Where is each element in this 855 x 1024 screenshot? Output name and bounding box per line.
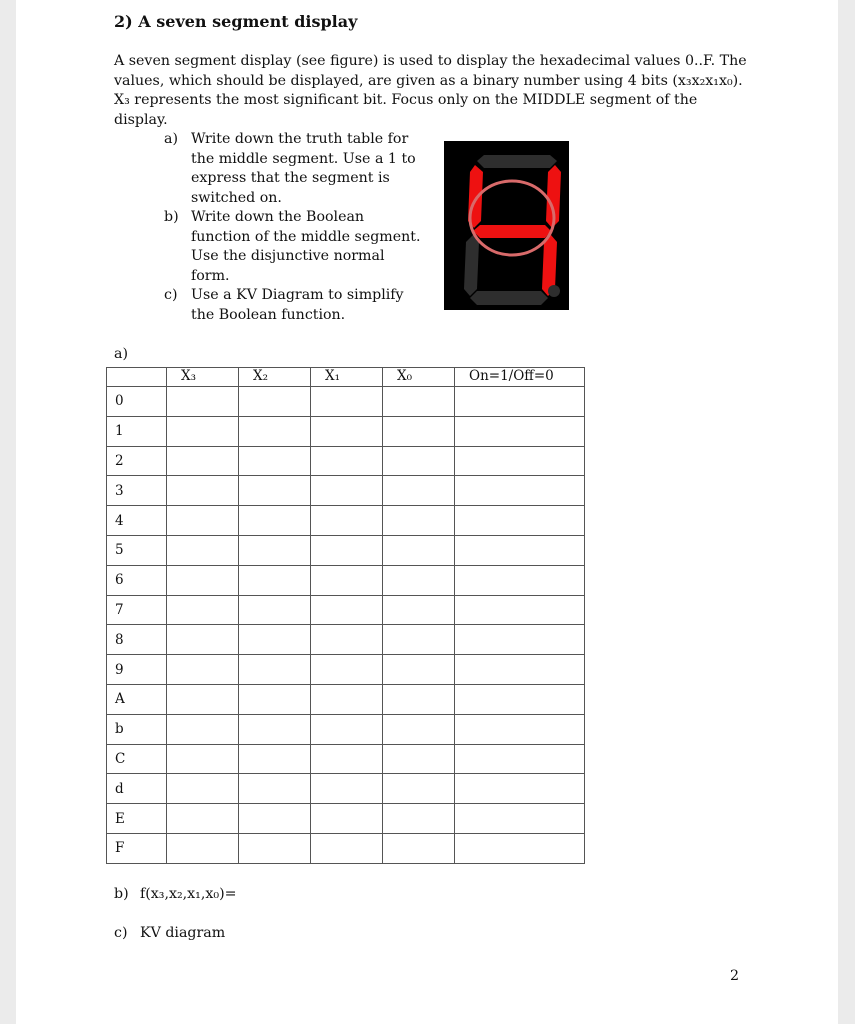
task-marker: b) (164, 209, 179, 225)
x3-cell[interactable] (167, 565, 239, 595)
task-marker: a) (164, 131, 178, 147)
task-item-b (164, 208, 424, 286)
section-heading: 2) A seven segment display (114, 12, 358, 31)
task-item-c (164, 286, 424, 325)
x2-cell[interactable] (239, 684, 311, 714)
header-x2: X₂ (239, 368, 311, 387)
x3-cell[interactable] (167, 506, 239, 536)
table-row (107, 535, 585, 565)
x0-cell[interactable] (383, 833, 455, 863)
x2-cell[interactable] (239, 833, 311, 863)
x3-cell[interactable] (167, 446, 239, 476)
table-row (107, 625, 585, 655)
x0-cell[interactable] (383, 565, 455, 595)
x1-cell[interactable] (311, 595, 383, 625)
answer-b (114, 886, 237, 902)
on-off-cell[interactable] (455, 416, 585, 446)
x2-cell[interactable] (239, 625, 311, 655)
table-row (107, 655, 585, 685)
x2-cell[interactable] (239, 446, 311, 476)
x3-cell[interactable] (167, 655, 239, 685)
x1-cell[interactable] (311, 744, 383, 774)
on-off-cell[interactable] (455, 387, 585, 417)
task-line: function of the middle segment. (191, 228, 421, 245)
x3-cell[interactable] (167, 535, 239, 565)
row-index-cell: 4 (107, 506, 167, 536)
x3-cell[interactable] (167, 774, 239, 804)
answer-c (114, 925, 225, 941)
x3-cell[interactable] (167, 804, 239, 834)
segment-e (464, 235, 479, 296)
x2-cell[interactable] (239, 565, 311, 595)
row-index-cell: C (107, 744, 167, 774)
x0-cell[interactable] (383, 804, 455, 834)
row-index-cell: E (107, 804, 167, 834)
truth-table (106, 367, 585, 864)
x1-cell[interactable] (311, 774, 383, 804)
table-row (107, 804, 585, 834)
x1-cell[interactable] (311, 804, 383, 834)
row-index-cell: 1 (107, 416, 167, 446)
row-index-cell: A (107, 684, 167, 714)
on-off-cell[interactable] (455, 714, 585, 744)
x1-cell[interactable] (311, 655, 383, 685)
x0-cell[interactable] (383, 625, 455, 655)
task-marker: c) (164, 287, 178, 303)
answer-c-text: KV diagram (140, 925, 226, 941)
x0-cell[interactable] (383, 446, 455, 476)
intro-line-1: A seven segment display (see figure) is used to display the hexadecimal values 0..F. The (114, 53, 747, 69)
on-off-cell[interactable] (455, 506, 585, 536)
x0-cell[interactable] (383, 387, 455, 417)
x0-cell[interactable] (383, 774, 455, 804)
task-list (164, 130, 424, 325)
table-row (107, 684, 585, 714)
x1-cell[interactable] (311, 565, 383, 595)
answer-b-text: f(x₃,x₂,x₁,x₀)= (140, 886, 237, 902)
header-x0: X₀ (383, 368, 455, 387)
task-line: express that the segment is (191, 170, 390, 186)
decimal-point (548, 285, 560, 297)
row-index-cell: d (107, 774, 167, 804)
x0-cell[interactable] (383, 655, 455, 685)
row-index-cell: 3 (107, 476, 167, 506)
x1-cell[interactable] (311, 506, 383, 536)
answer-b-marker: b) (114, 886, 129, 902)
x3-cell[interactable] (167, 595, 239, 625)
x2-cell[interactable] (239, 744, 311, 774)
x0-cell[interactable] (383, 595, 455, 625)
task-line: the middle segment. Use a 1 to (191, 150, 416, 167)
task-line: Use a KV Diagram to simplify (191, 287, 404, 303)
header-x3: X₃ (167, 368, 239, 387)
table-row (107, 446, 585, 476)
table-row (107, 714, 585, 744)
on-off-cell[interactable] (455, 625, 585, 655)
x3-cell[interactable] (167, 744, 239, 774)
segment-d (470, 291, 548, 305)
task-line: switched on. (191, 189, 282, 206)
segment-a (477, 155, 557, 168)
row-index-cell: 5 (107, 535, 167, 565)
x3-cell[interactable] (167, 476, 239, 506)
x3-cell[interactable] (167, 387, 239, 417)
x3-cell[interactable] (167, 625, 239, 655)
table-row (107, 565, 585, 595)
intro-line-2: values, which should be displayed, are given as a binary number using 4 bits (x₃x₂x₁x₀). (114, 72, 743, 89)
header-x1: X₁ (311, 368, 383, 387)
row-index-cell: 2 (107, 446, 167, 476)
x2-cell[interactable] (239, 595, 311, 625)
x1-cell[interactable] (311, 714, 383, 744)
task-line: Write down the truth table for (191, 131, 409, 147)
row-index-cell: F (107, 833, 167, 863)
row-index-cell: 6 (107, 565, 167, 595)
intro-line-3: X₃ represents the most significant bit. Focus only on the MIDDLE segment of the display. (114, 92, 698, 128)
x2-cell[interactable] (239, 804, 311, 834)
x1-cell[interactable] (311, 416, 383, 446)
x0-cell[interactable] (383, 684, 455, 714)
x1-cell[interactable] (311, 625, 383, 655)
x2-cell[interactable] (239, 476, 311, 506)
seven-segment-figure (444, 141, 569, 310)
table-row (107, 476, 585, 506)
x2-cell[interactable] (239, 714, 311, 744)
table-row (107, 774, 585, 804)
x3-cell[interactable] (167, 416, 239, 446)
x0-cell[interactable] (383, 416, 455, 446)
x3-cell[interactable] (167, 684, 239, 714)
x0-cell[interactable] (383, 714, 455, 744)
task-line: form. (191, 267, 230, 284)
on-off-cell[interactable] (455, 774, 585, 804)
table-row (107, 595, 585, 625)
document-page (16, 0, 838, 1024)
header-on-off: On=1/Off=0 (455, 368, 585, 387)
x2-cell[interactable] (239, 535, 311, 565)
x1-cell[interactable] (311, 387, 383, 417)
x1-cell[interactable] (311, 684, 383, 714)
seven-segment-display-icon (444, 141, 569, 310)
x3-cell[interactable] (167, 833, 239, 863)
x2-cell[interactable] (239, 774, 311, 804)
row-index-cell: 0 (107, 387, 167, 417)
task-line: Write down the Boolean (191, 209, 365, 225)
row-index-cell: b (107, 714, 167, 744)
x2-cell[interactable] (239, 387, 311, 417)
answer-c-marker: c) (114, 925, 128, 941)
page-number: 2 (730, 968, 740, 984)
x2-cell[interactable] (239, 506, 311, 536)
header-index (107, 368, 167, 387)
row-index-cell: 7 (107, 595, 167, 625)
highlight-circle (470, 181, 554, 255)
x1-cell[interactable] (311, 476, 383, 506)
task-item-a (164, 130, 424, 208)
table-label: a) (114, 346, 128, 362)
table-row (107, 744, 585, 774)
x0-cell[interactable] (383, 506, 455, 536)
on-off-cell[interactable] (455, 565, 585, 595)
on-off-cell[interactable] (455, 833, 585, 863)
x3-cell[interactable] (167, 714, 239, 744)
table-row (107, 387, 585, 417)
on-off-cell[interactable] (455, 684, 585, 714)
table-row (107, 506, 585, 536)
x0-cell[interactable] (383, 535, 455, 565)
on-off-cell[interactable] (455, 595, 585, 625)
on-off-cell[interactable] (455, 446, 585, 476)
x0-cell[interactable] (383, 476, 455, 506)
table-row (107, 416, 585, 446)
row-index-cell: 9 (107, 655, 167, 685)
intro-paragraph (114, 52, 754, 130)
x1-cell[interactable] (311, 535, 383, 565)
x0-cell[interactable] (383, 744, 455, 774)
table-header-row (107, 368, 585, 387)
segment-g (473, 225, 551, 238)
on-off-cell[interactable] (455, 804, 585, 834)
task-line: Use the disjunctive normal (191, 248, 385, 264)
x2-cell[interactable] (239, 416, 311, 446)
task-line: the Boolean function. (191, 306, 346, 323)
on-off-cell[interactable] (455, 476, 585, 506)
x2-cell[interactable] (239, 655, 311, 685)
x1-cell[interactable] (311, 446, 383, 476)
table-row (107, 833, 585, 863)
row-index-cell: 8 (107, 625, 167, 655)
on-off-cell[interactable] (455, 744, 585, 774)
on-off-cell[interactable] (455, 655, 585, 685)
on-off-cell[interactable] (455, 535, 585, 565)
x1-cell[interactable] (311, 833, 383, 863)
